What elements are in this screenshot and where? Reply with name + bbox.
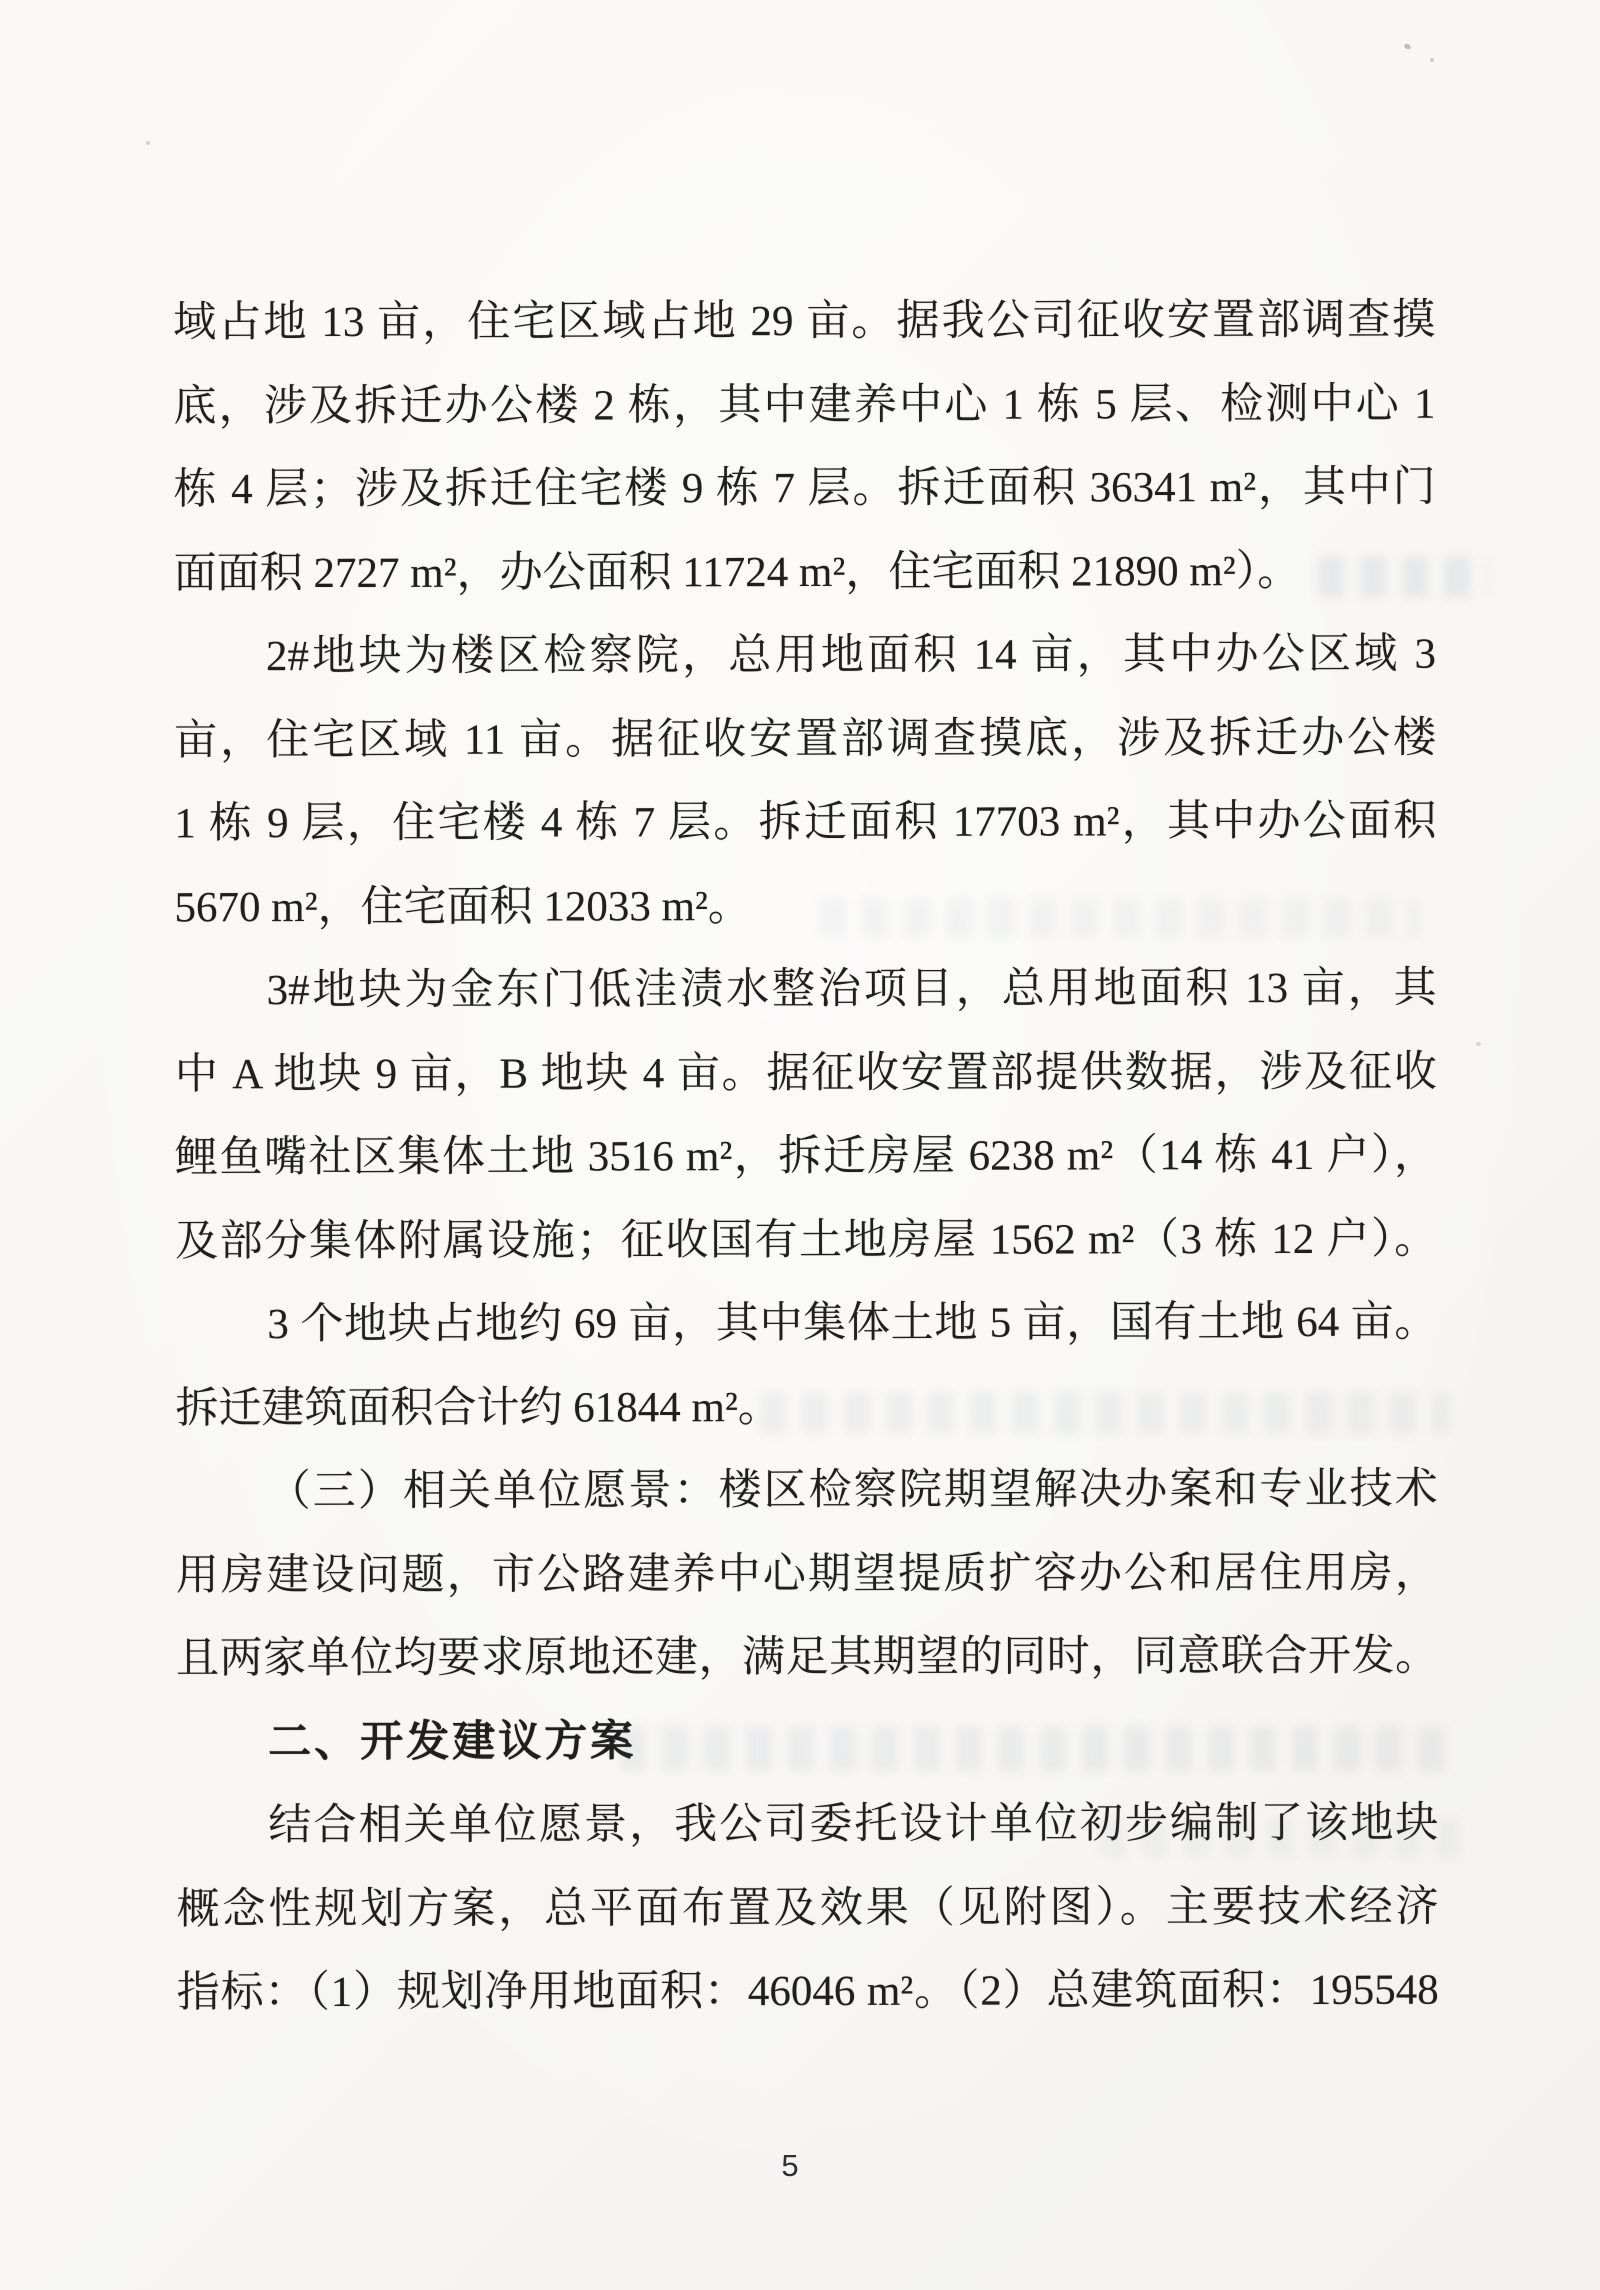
body-line: 面面积 2727 m²，办公面积 11724 m²，住宅面积 21890 m²）。 [173, 547, 1301, 597]
scan-speck-artifact [146, 141, 150, 145]
body-line: 拆迁建筑面积合计约 61844 m²。 [175, 1383, 781, 1432]
body-line: 1 栋 9 层，住宅楼 4 栋 7 层。拆迁面积 17703 m²，其中办公面积 [174, 797, 1437, 848]
scan-speck-artifact [1476, 1042, 1481, 1046]
body-line: 鲤鱼嘴社区集体土地 3516 m²，拆迁房屋 6238 m²（14 栋 41 户）， [174, 1131, 1438, 1182]
body-line: 指标：（1）规划净用地面积：46046 m²。（2）总建筑面积：195548 [176, 1966, 1439, 2017]
scan-speck-artifact [1430, 58, 1434, 62]
scan-speck-artifact [1403, 43, 1412, 51]
body-text-block [173, 279, 1439, 2035]
body-line: 亩，住宅区域 11 亩。据征收安置部调查摸底，涉及拆迁办公楼 [174, 714, 1437, 764]
page-number: 5 [781, 2148, 799, 2183]
body-line: 2#地块为楼区检察院，总用地面积 14 亩，其中办公区域 3 [265, 630, 1436, 681]
body-line: 及部分集体附属设施；征收国有土地房屋 1562 m²（3 栋 12 户）。 [175, 1215, 1438, 1265]
body-line: 5670 m²，住宅面积 12033 m²。 [174, 882, 751, 931]
body-line: 栋 4 层；涉及拆迁住宅楼 9 栋 7 层。拆迁面积 36341 m²，其中门 [173, 463, 1436, 514]
body-line: 概念性规划方案，总平面布置及效果（见附图）。主要技术经济 [176, 1883, 1439, 1933]
body-line: （三）相关单位愿景：楼区检察院期望解决办案和专业技术 [267, 1465, 1438, 1516]
body-line: 3#地块为金东门低洼渍水整治项目，总用地面积 13 亩，其 [266, 964, 1437, 1015]
body-line: 底，涉及拆迁办公楼 2 栋，其中建养中心 1 栋 5 层、检测中心 1 [173, 380, 1436, 430]
body-line: 中 A 地块 9 亩，B 地块 4 亩。据征收安置部提供数据，涉及征收 [174, 1048, 1437, 1098]
body-line: 且两家单位均要求原地还建，满足其期望的同时，同意联合开发。 [176, 1632, 1439, 1683]
body-line: 域占地 13 亩，住宅区域占地 29 亩。据我公司征收安置部调查摸 [173, 296, 1436, 347]
section-heading: 二、开发建议方案 [268, 1716, 637, 1766]
body-line: 3 个地块占地约 69 亩，其中集体土地 5 亩，国有土地 64 亩。 [267, 1298, 1438, 1349]
body-line: 结合相关单位愿景，我公司委托设计单位初步编制了该地块 [268, 1799, 1439, 1850]
body-line: 用房建设问题，市公路建养中心期望提质扩容办公和居住用房， [175, 1549, 1438, 1599]
